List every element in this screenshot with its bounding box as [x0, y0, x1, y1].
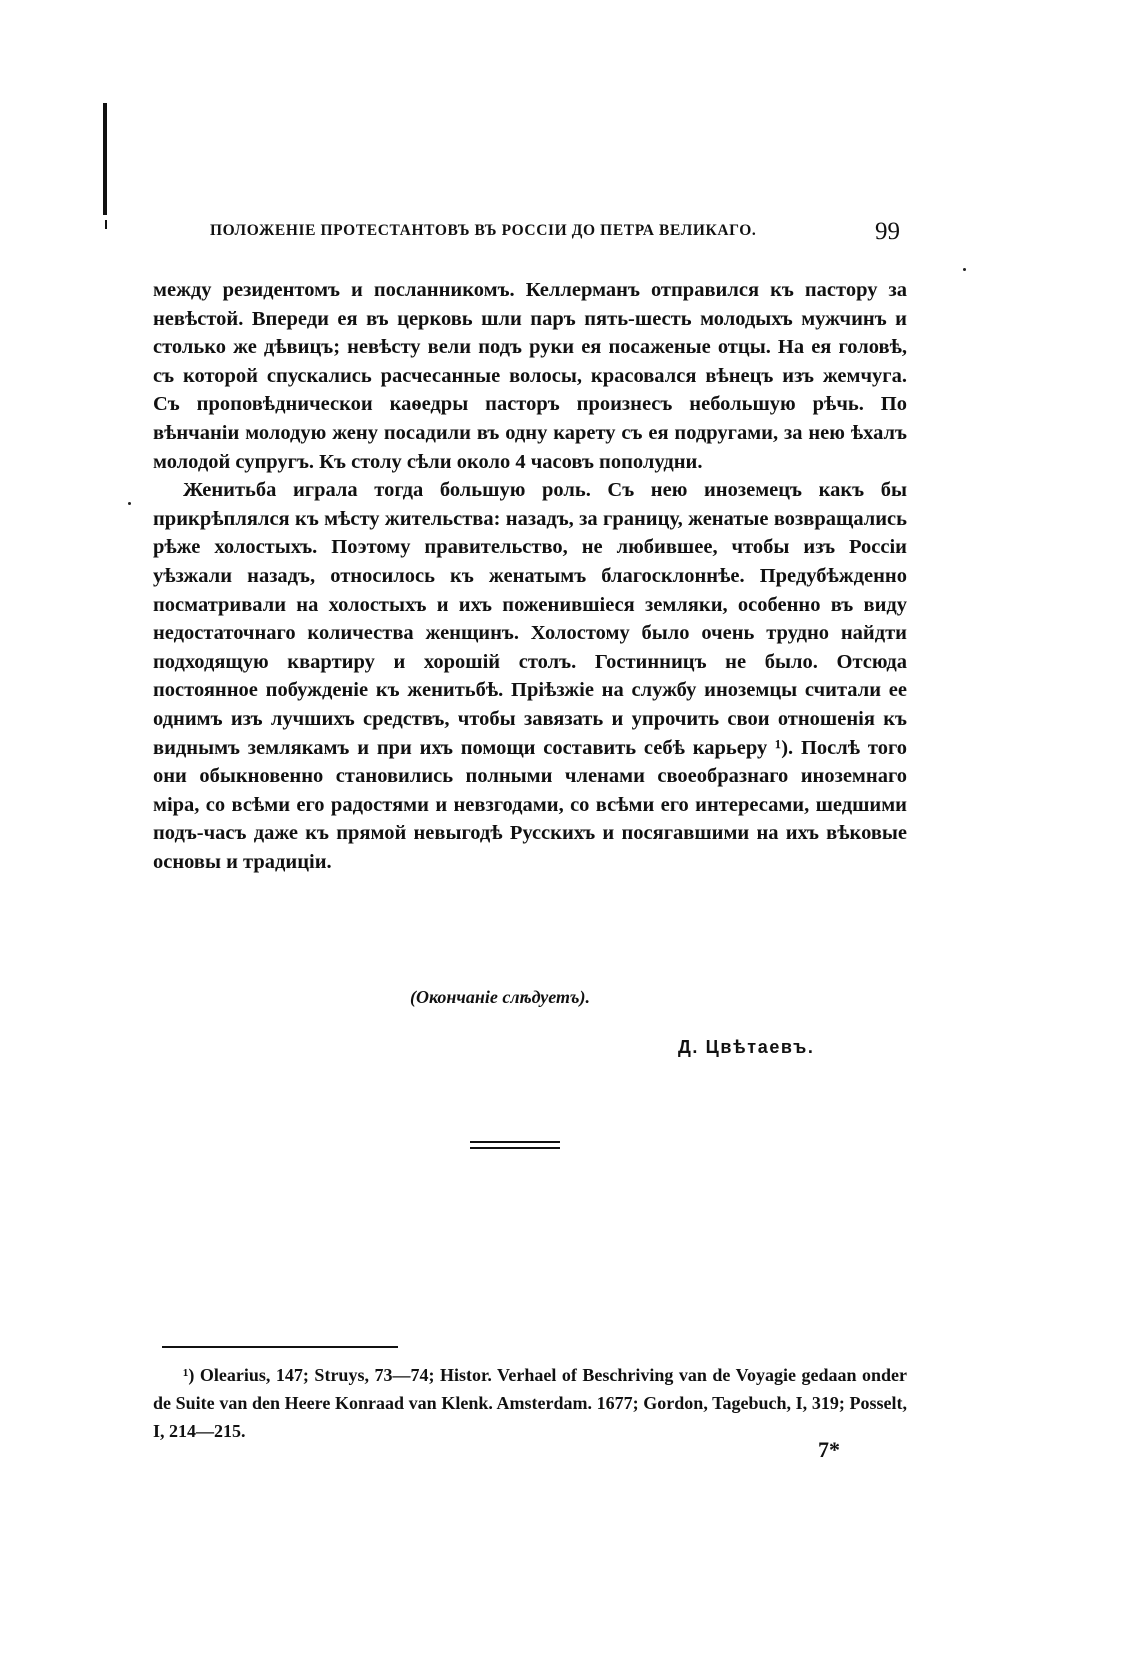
footnote: ¹) Olearius, 147; Struys, 73—74; Histor. Verhael of Beschriving van de Voyagie gedaan onder de Suite van den Heere Konraad van Klenk. Amsterdam. 1677; Gordon, Tagebuch, I, 319; Posselt, I, 214—215.: [153, 1365, 907, 1441]
author-signature: Д. Цвѣтаевъ.: [678, 1037, 815, 1057]
running-head: ПОЛОЖЕНІЕ ПРОТЕСТАНТОВЪ ВЪ РОССІИ ДО ПЕТРА ВЕЛИКАГО.: [210, 222, 757, 239]
speck: [963, 268, 966, 271]
section-end-rule: [470, 1141, 560, 1143]
printers-signature-mark: 7*: [818, 1437, 840, 1462]
binding-edge-mark-small: [105, 220, 107, 229]
paragraph: Женитьба играла тогда большую роль. Съ нею иноземецъ какъ бы прикрѣплялся къ мѣсту жительства: назадъ, за границу, женатые возвращались рѣже холостыхъ. Поэтому правительство, не любившее, чтобы изъ Россіи уѣзжали назадъ, относилось къ женатымъ благосклоннѣе. Предубѣжденно посматривали на холостыхъ и ихъ поженившіеся земляки, особенно въ виду недостаточнаго количества женщинъ. Холостому было очень трудно найдти подходящую квартиру и хорошій столъ. Гостинницъ не было. Отсюда постоянное побужденіе къ женитьбѣ. Пріѣзжіе на службу иноземцы считали ее однимъ изъ лучшихъ средствъ, чтобы завязать и упрочить свои отношенія къ виднымъ землякамъ и при ихъ помощи составить себѣ карьеру ¹). Послѣ того они обыкновенно становились полными членами своеобразнаго иноземнаго міра, со всѣми его радостями и невзгодами, со всѣми его интересами, шедшими подъ-часъ даже къ прямой невыгодѣ Русскихъ и посягавшими на ихъ вѣковые основы и традиціи.: [153, 479, 907, 873]
footnotes: [153, 1361, 907, 1445]
footnote-separator: [162, 1346, 398, 1348]
paragraph: между резидентомъ и посланникомъ. Келлерманъ отправился къ пастору за невѣстой. Впереди ея въ церковь шли паръ пять-шесть молодыхъ мужчинъ и столько же дѣвицъ; невѣсту вели подъ руки ея посаженые отцы. На ея головѣ, съ которой спускались расчесанные волосы, красовался вѣнецъ изъ жемчуга. Съ проповѣдническои каѳедры пасторъ произнесъ небольшую рѣчь. По вѣнчаніи молодую жену посадили въ одну карету съ ея подругами, за нею ѣхалъ молодой супругъ. Къ столу сѣли около 4 часовъ пополудни.: [153, 279, 907, 473]
binding-edge-mark: [103, 103, 107, 215]
speck: [128, 502, 131, 505]
section-end-rule: [470, 1147, 560, 1149]
page-number: 99: [875, 218, 900, 245]
body-text: [153, 276, 907, 876]
continuation-note: (Окончаніе слѣдуетъ).: [410, 987, 590, 1007]
